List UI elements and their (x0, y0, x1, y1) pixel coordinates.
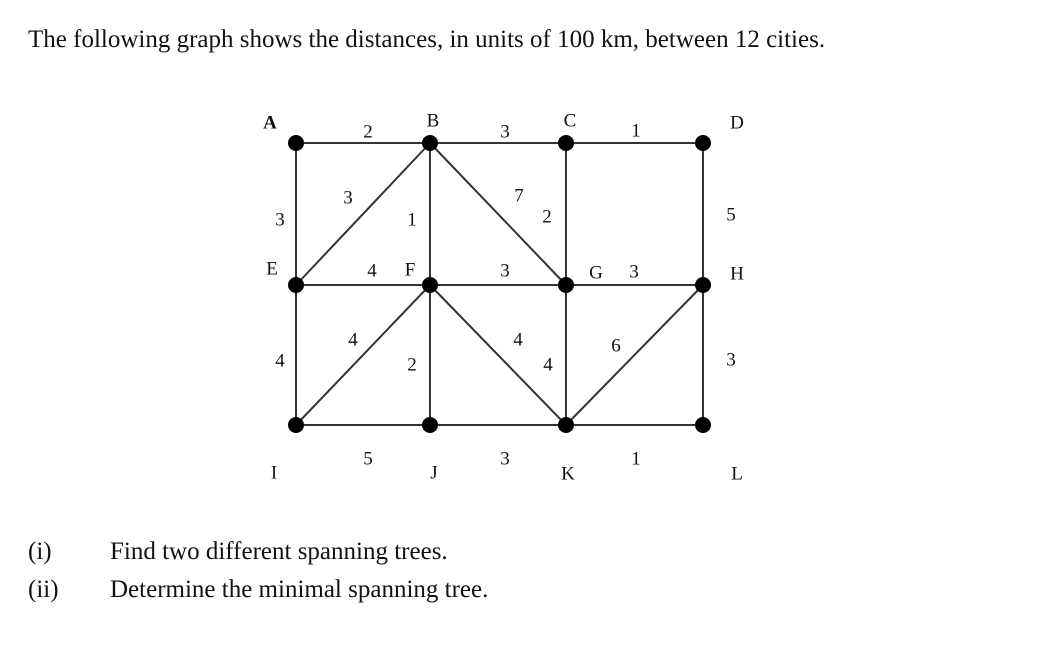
node-label-L: L (731, 463, 743, 485)
weight-B-G: 7 (514, 185, 524, 207)
node-J (422, 417, 438, 433)
weight-I-F: 4 (348, 329, 358, 351)
node-F (422, 277, 438, 293)
node-label-K: K (561, 463, 575, 485)
question-2-text: Determine the minimal spanning tree. (110, 576, 489, 603)
node-label-I: I (270, 462, 278, 484)
node-B (422, 135, 438, 151)
edge-weight-labels (275, 120, 736, 469)
weight-K-H: 6 (611, 335, 621, 357)
weight-G-H: 3 (629, 261, 639, 283)
weight-F-J: 2 (407, 354, 417, 376)
weight-C-G: 2 (542, 206, 552, 228)
node-I (288, 417, 304, 433)
node-label-A: A (263, 112, 277, 134)
question-2 (28, 576, 488, 604)
weight-G-K: 4 (543, 354, 553, 376)
graph-edges (296, 143, 703, 425)
node-C (558, 135, 574, 151)
node-G (558, 277, 574, 293)
weight-E-F: 4 (367, 260, 377, 282)
weight-E-B: 3 (343, 187, 353, 209)
node-label-C: C (563, 110, 577, 132)
node-label-E: E (266, 258, 278, 280)
weight-E-I: 4 (275, 350, 285, 372)
question-1-text: Find two different spanning trees. (110, 538, 448, 565)
node-D (695, 135, 711, 151)
weight-J-K: 3 (500, 448, 510, 470)
question-1 (28, 538, 448, 566)
weight-F-G: 3 (500, 260, 510, 282)
weight-F-K: 4 (513, 329, 523, 351)
weight-H-L: 3 (726, 349, 736, 371)
node-label-F: F (404, 259, 416, 281)
weight-D-H: 5 (726, 204, 736, 226)
weight-B-C: 3 (500, 121, 510, 143)
node-label-G: G (589, 262, 603, 284)
weight-A-B: 2 (363, 121, 373, 143)
node-label-D: D (730, 112, 744, 134)
question-1-number: (i) (28, 538, 52, 565)
node-E (288, 277, 304, 293)
node-K (558, 417, 574, 433)
node-H (695, 277, 711, 293)
question-2-number: (ii) (28, 576, 59, 603)
weight-A-E: 3 (275, 209, 285, 231)
node-labels (263, 110, 744, 484)
node-label-H: H (730, 263, 744, 285)
weight-K-L: 1 (631, 448, 641, 470)
weight-B-F: 1 (407, 209, 417, 231)
node-label-B: B (426, 110, 440, 132)
edge-K-H (566, 285, 703, 425)
weight-C-D: 1 (631, 120, 641, 142)
node-L (695, 417, 711, 433)
node-label-J: J (430, 462, 438, 484)
node-A (288, 135, 304, 151)
weight-I-J: 5 (363, 448, 373, 470)
intro-text: The following graph shows the distances, in units of 100 km, between 12 cities. (28, 26, 826, 53)
